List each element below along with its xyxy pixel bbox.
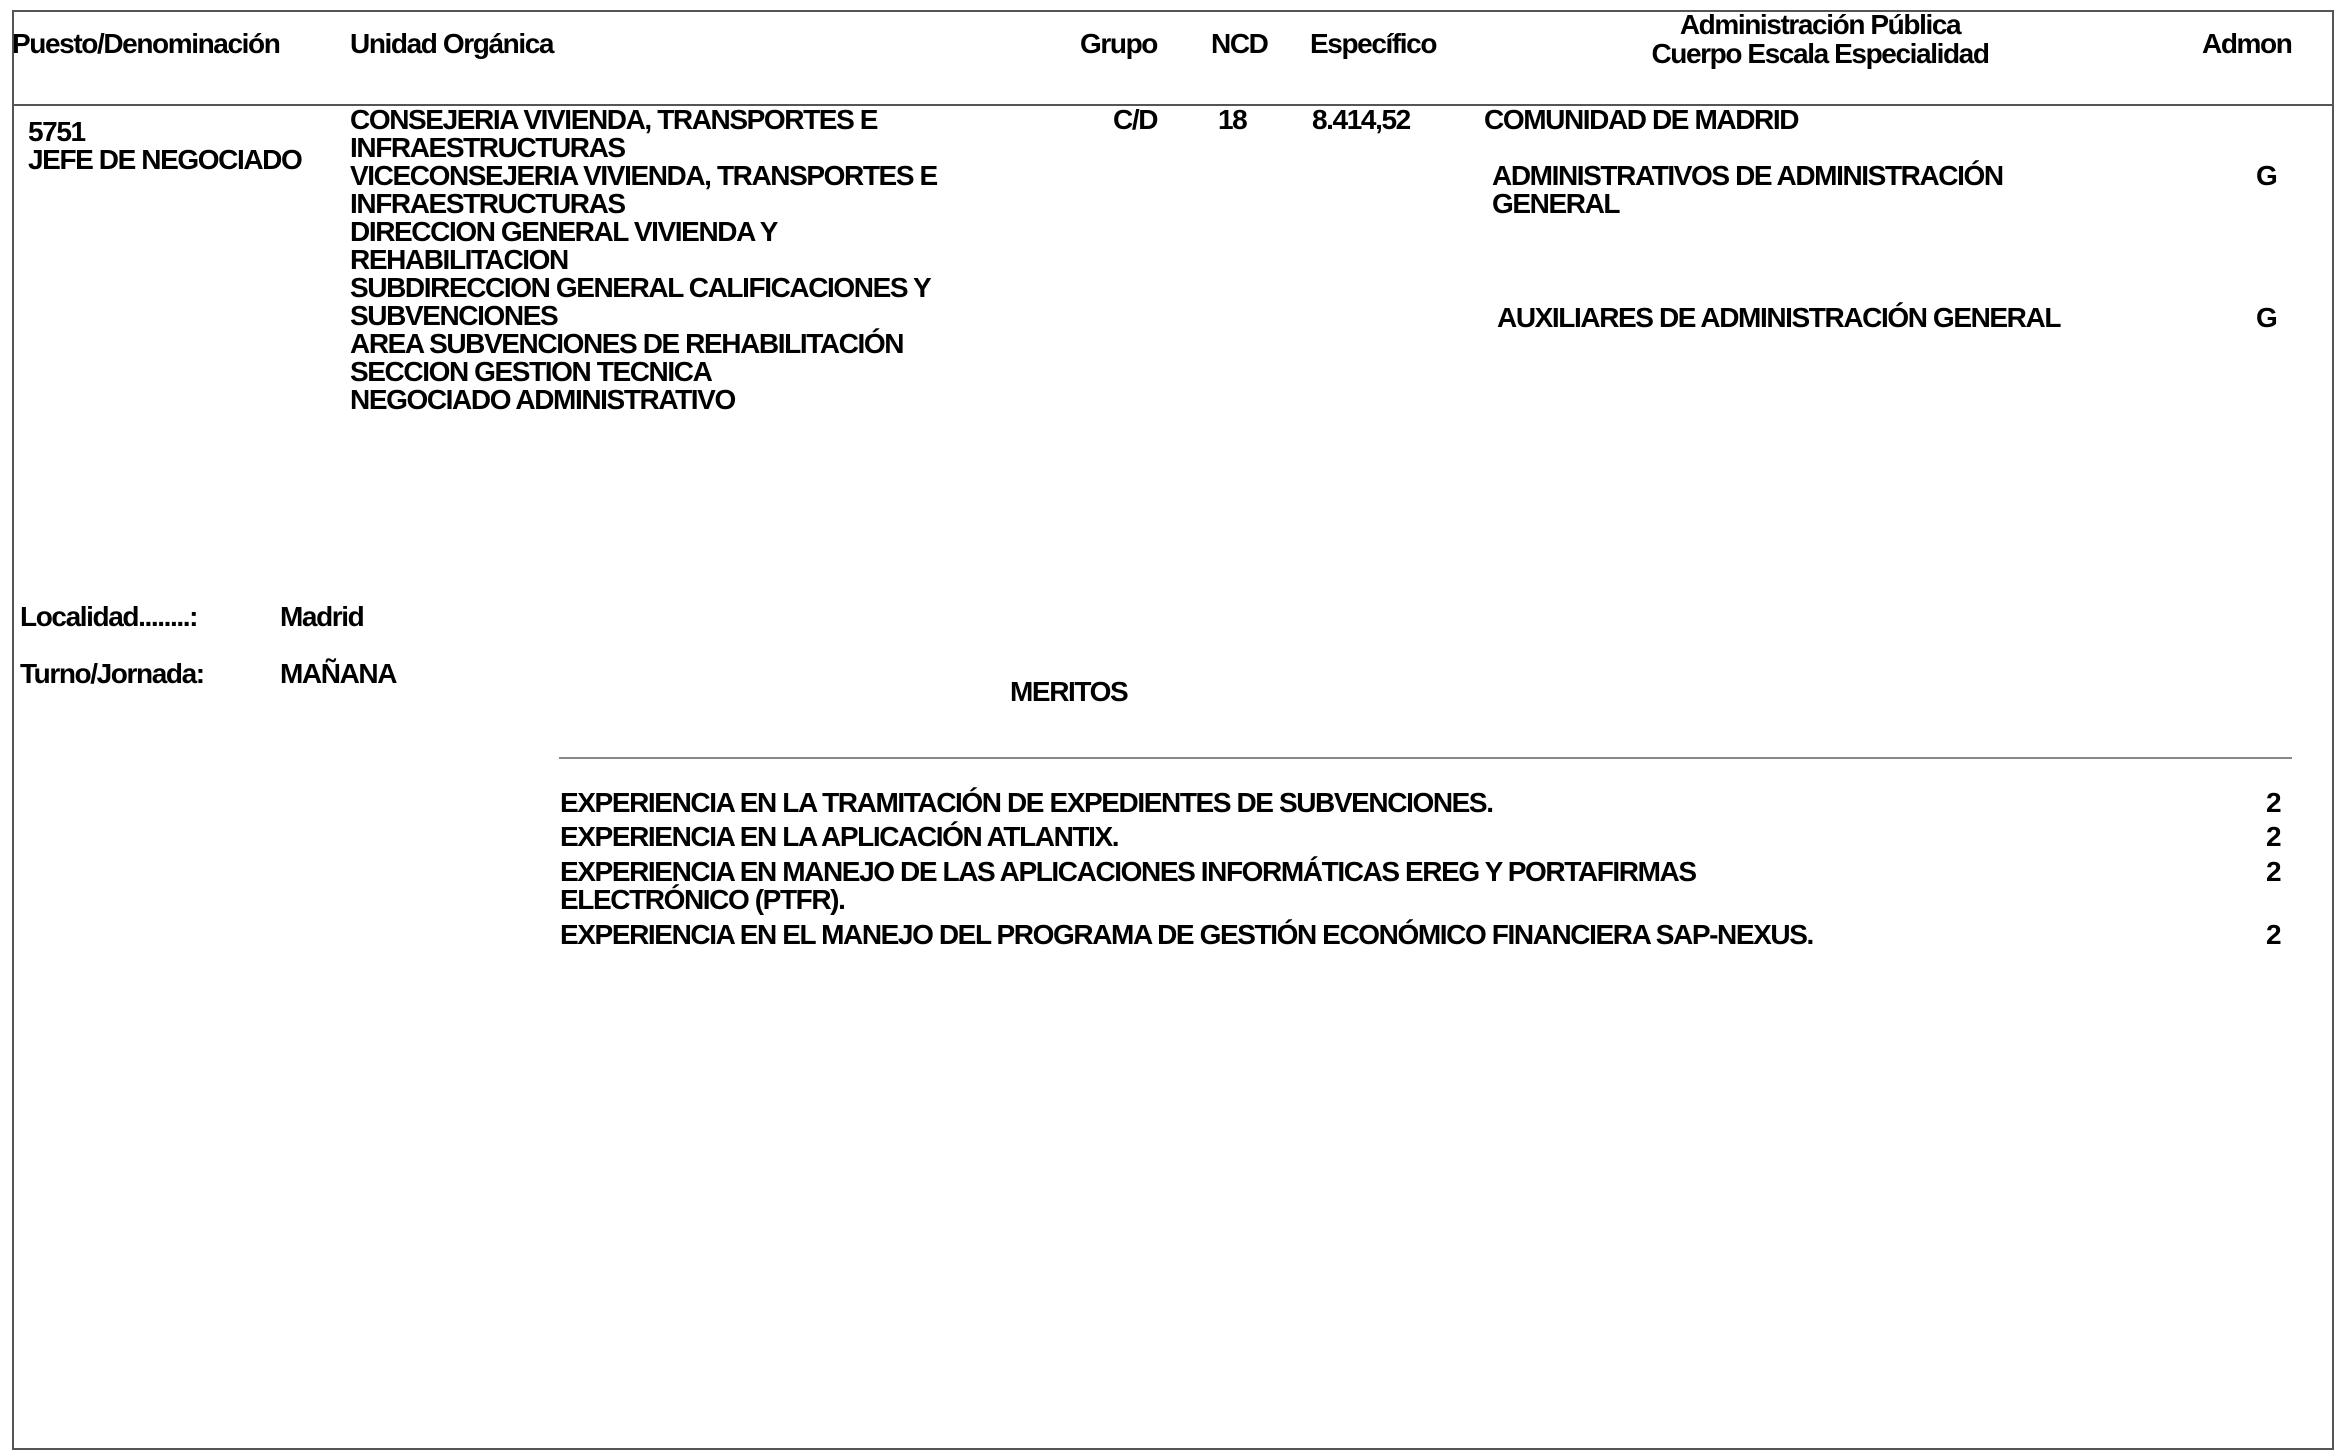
puesto-ncd: 18 [1218,104,1247,135]
unidad-line: REHABILITACION [350,244,568,275]
cuerpo-1 [1492,162,2003,218]
puesto-denominacion: JEFE DE NEGOCIADO [28,144,302,175]
merito-line: EXPERIENCIA EN MANEJO DE LAS APLICACIONES INFORMÁTICAS EREG Y PORTAFIRMAS [560,856,1696,887]
unidad-line: INFRAESTRUCTURAS [350,188,625,219]
merito-item [560,858,1696,914]
localidad-value: Madrid [280,601,364,632]
merito-points: 2 [2266,856,2281,887]
merito-item: EXPERIENCIA EN LA TRAMITACIÓN DE EXPEDIENTES DE SUBVENCIONES. [560,787,1493,818]
cuerpo-line: ADMINISTRATIVOS DE ADMINISTRACIÓN [1492,160,2003,191]
puesto-administracion: COMUNIDAD DE MADRID [1484,104,1799,135]
turno-value: MAÑANA [280,658,397,689]
merito-item: EXPERIENCIA EN LA APLICACIÓN ATLANTIX. [560,821,1119,852]
header-especifico: Específico [1310,28,1437,59]
puesto-grupo: C/D [1113,104,1158,135]
localidad-label: Localidad........: [20,601,198,632]
unidad-line: NEGOCIADO ADMINISTRATIVO [350,384,735,415]
header-ncd: NCD [1211,28,1268,59]
merito-line: ELECTRÓNICO (PTFR). [560,884,845,915]
turno-label: Turno/Jornada: [20,658,204,689]
unidad-line: SUBDIRECCION GENERAL CALIFICACIONES Y [350,272,931,303]
cuerpo-line: AUXILIARES DE ADMINISTRACIÓN GENERAL [1497,302,2061,333]
unidad-organica [350,106,937,414]
cuerpo-1-admon: G [2256,160,2277,191]
merito-points: 2 [2266,919,2281,950]
header-administracion-line2: Cuerpo Escala Especialidad [1651,38,1989,69]
header-puesto: Puesto/Denominación [12,28,280,59]
meritos-title: MERITOS [1010,676,1128,707]
merito-points: 2 [2266,821,2281,852]
unidad-line: INFRAESTRUCTURAS [350,132,625,163]
header-admon: Admon [2202,28,2292,59]
unidad-line: DIRECCION GENERAL VIVIENDA Y [350,216,778,247]
header-administracion-line1: Administración Pública [1679,9,1961,40]
cuerpo-2-admon: G [2256,302,2277,333]
merito-points: 2 [2266,787,2281,818]
meritos-divider [559,757,2292,759]
unidad-line: SUBVENCIONES [350,300,558,331]
merito-item: EXPERIENCIA EN EL MANEJO DEL PROGRAMA DE GESTIÓN ECONÓMICO FINANCIERA SAP-NEXUS. [560,919,1813,950]
unidad-line: AREA SUBVENCIONES DE REHABILITACIÓN [350,328,904,359]
unidad-line: SECCION GESTION TECNICA [350,356,712,387]
header-grupo: Grupo [1080,28,1157,59]
header-unidad: Unidad Orgánica [350,28,554,59]
unidad-line: VICECONSEJERIA VIVIENDA, TRANSPORTES E [350,160,937,191]
unidad-line: CONSEJERIA VIVIENDA, TRANSPORTES E [350,104,878,135]
cuerpo-2 [1497,304,2060,332]
puesto-especifico: 8.414,52 [1312,104,1410,135]
puesto-codigo: 5751 [28,116,85,147]
cuerpo-line: GENERAL [1492,188,1620,219]
